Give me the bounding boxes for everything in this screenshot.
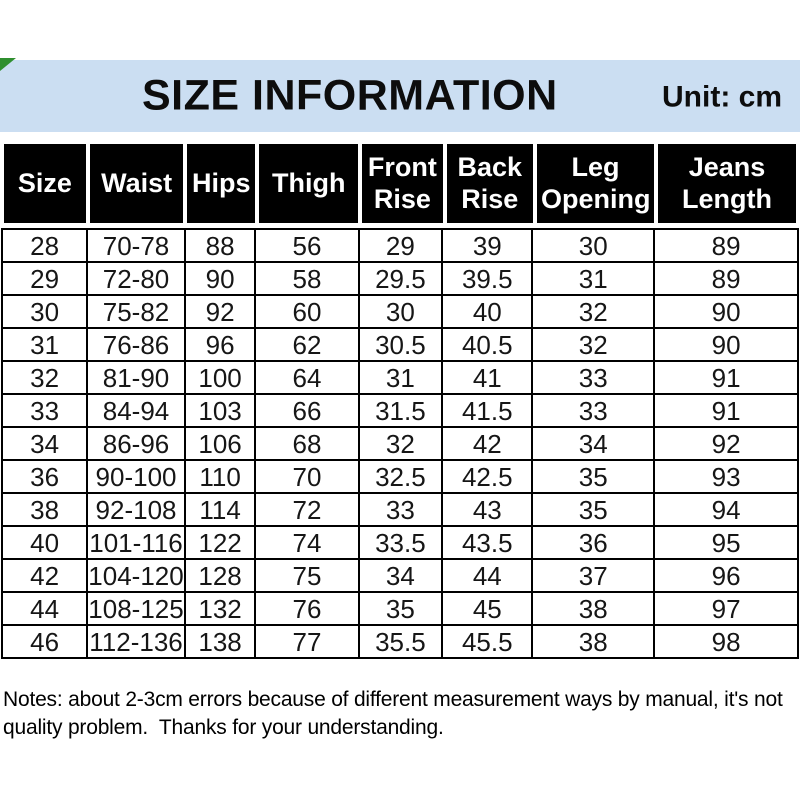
table-cell: 35	[359, 592, 443, 625]
table-cell: 97	[654, 592, 798, 625]
table-cell: 33.5	[359, 526, 443, 559]
table-row	[2, 625, 798, 658]
table-cell: 41	[442, 361, 532, 394]
table-cell: 38	[532, 625, 654, 658]
table-row	[2, 361, 798, 394]
table-cell: 31	[2, 328, 87, 361]
table-cell: 33	[2, 394, 87, 427]
table-cell: 29	[2, 262, 87, 295]
table-cell: 31	[359, 361, 443, 394]
table-cell: 108-125	[88, 593, 184, 624]
column-header: Size	[4, 144, 86, 223]
notes-text: Notes: about 2-3cm errors because of different measurement ways by manual, it's not quality problem. Thanks for your understanding.	[3, 688, 789, 739]
table-cell: 66	[255, 394, 358, 427]
table-cell: 43.5	[442, 526, 532, 559]
table-cell: 138	[185, 625, 256, 658]
table-cell: 29.5	[359, 262, 443, 295]
unit-label: Unit: cm	[662, 80, 782, 114]
table-cell: 36	[532, 526, 654, 559]
table-cell: 104-120	[88, 560, 184, 591]
table-cell: 81-90	[87, 361, 184, 394]
table-cell: 44	[2, 592, 87, 625]
table-cell: 35	[532, 493, 654, 526]
column-header: Hips	[187, 144, 255, 223]
table-row	[2, 262, 798, 295]
table-cell: 132	[185, 592, 256, 625]
table-cell: 70-78	[87, 229, 184, 262]
table-cell: 89	[654, 229, 798, 262]
table-cell: 114	[185, 493, 256, 526]
table-cell: 101-116	[89, 527, 183, 558]
table-cell: 96	[654, 559, 798, 592]
table-cell: 30.5	[359, 328, 443, 361]
table-row	[2, 229, 798, 262]
table-cell: 32	[532, 328, 654, 361]
table-row	[2, 559, 798, 592]
table-cell: 70	[255, 460, 358, 493]
table-cell: 32.5	[359, 460, 443, 493]
table-cell: 62	[255, 328, 358, 361]
table-cell: 43	[442, 493, 532, 526]
table-cell: 89	[654, 262, 798, 295]
column-header: Thigh	[259, 144, 358, 223]
table-cell: 72-80	[87, 262, 184, 295]
table-cell: 90	[185, 262, 256, 295]
table-cell: 68	[255, 427, 358, 460]
table-cell: 33	[532, 394, 654, 427]
table-row	[2, 394, 798, 427]
table-cell: 103	[185, 394, 256, 427]
table-cell: 32	[532, 295, 654, 328]
table-cell: 106	[185, 427, 256, 460]
page-title: SIZE INFORMATION	[142, 71, 558, 120]
table-cell: 90	[654, 328, 798, 361]
table-cell: 36	[2, 460, 87, 493]
table-cell: 42.5	[442, 460, 532, 493]
table-cell: 31.5	[359, 394, 443, 427]
table-cell: 42	[2, 559, 87, 592]
table-cell: 91	[654, 361, 798, 394]
table-row	[2, 526, 798, 559]
table-cell: 84-94	[87, 394, 184, 427]
table-cell: 75	[255, 559, 358, 592]
table-cell: 31	[532, 262, 654, 295]
table-cell: 28	[2, 229, 87, 262]
table-cell: 35.5	[359, 625, 443, 658]
table-cell: 40	[2, 526, 87, 559]
table-cell: 76-86	[87, 328, 184, 361]
table-cell: 34	[532, 427, 654, 460]
table-cell: 60	[255, 295, 358, 328]
table-cell: 45	[442, 592, 532, 625]
table-cell: 128	[185, 559, 256, 592]
table-cell: 64	[255, 361, 358, 394]
table-cell: 37	[532, 559, 654, 592]
table-cell: 94	[654, 493, 798, 526]
table-cell: 92	[654, 427, 798, 460]
table-cell: 41.5	[442, 394, 532, 427]
column-header: Jeans Length	[658, 144, 796, 223]
table-cell: 75-82	[87, 295, 184, 328]
table-cell: 39.5	[442, 262, 532, 295]
table-cell: 93	[654, 460, 798, 493]
table-cell: 74	[255, 526, 358, 559]
table-cell: 29	[359, 229, 443, 262]
table-cell: 30	[532, 229, 654, 262]
table-cell: 33	[359, 493, 443, 526]
table-cell: 56	[255, 229, 358, 262]
table-cell: 32	[2, 361, 87, 394]
corner-flag-icon	[0, 58, 16, 71]
table-cell: 77	[255, 625, 358, 658]
table-cell: 38	[532, 592, 654, 625]
table-cell: 58	[255, 262, 358, 295]
table-cell: 72	[255, 493, 358, 526]
table-cell: 76	[255, 592, 358, 625]
table-cell: 35	[532, 460, 654, 493]
table-cell: 44	[442, 559, 532, 592]
column-header: Front Rise	[362, 144, 442, 223]
column-header: Leg Opening	[537, 144, 654, 223]
table-cell: 112-136	[89, 626, 183, 657]
table-cell: 33	[532, 361, 654, 394]
table-cell: 100	[185, 361, 256, 394]
header-row	[4, 144, 796, 223]
size-table-header	[0, 144, 800, 223]
table-cell: 46	[2, 625, 87, 658]
table-cell: 30	[359, 295, 443, 328]
table-cell: 38	[2, 493, 87, 526]
table-cell: 34	[359, 559, 443, 592]
table-row	[2, 427, 798, 460]
table-cell: 92-108	[87, 493, 184, 526]
table-cell: 92	[185, 295, 256, 328]
table-cell: 42	[442, 427, 532, 460]
table-cell: 32	[359, 427, 443, 460]
table-cell: 34	[2, 427, 87, 460]
table-row	[2, 493, 798, 526]
table-cell: 39	[442, 229, 532, 262]
table-cell: 90-100	[87, 460, 184, 493]
size-table	[1, 228, 799, 659]
table-row	[2, 592, 798, 625]
table-cell: 40	[442, 295, 532, 328]
table-cell: 88	[185, 229, 256, 262]
table-cell: 45.5	[442, 625, 532, 658]
table-cell: 86-96	[87, 427, 184, 460]
table-cell: 40.5	[442, 328, 532, 361]
table-row	[2, 295, 798, 328]
table-cell: 91	[654, 394, 798, 427]
size-table-body	[2, 229, 798, 658]
banner	[0, 60, 800, 132]
table-row	[2, 460, 798, 493]
table-cell: 96	[185, 328, 256, 361]
table-cell: 110	[185, 460, 256, 493]
table-cell: 90	[654, 295, 798, 328]
column-header: Back Rise	[447, 144, 534, 223]
table-cell: 30	[2, 295, 87, 328]
column-header: Waist	[90, 144, 184, 223]
table-cell: 98	[654, 625, 798, 658]
table-cell: 95	[654, 526, 798, 559]
table-row	[2, 328, 798, 361]
table-cell: 122	[185, 526, 256, 559]
